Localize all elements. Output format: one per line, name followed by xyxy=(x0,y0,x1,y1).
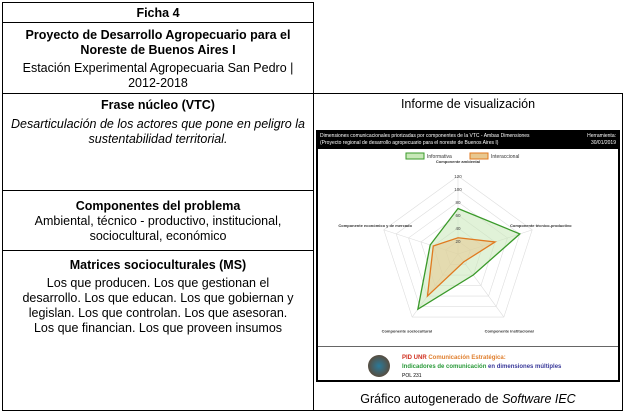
componentes-title: Componentes del problema xyxy=(75,199,241,213)
proyecto-title: Proyecto de Desarrollo Agropecuario para el Noreste de Buenos Aires I xyxy=(25,28,291,57)
logo-dimensiones: en dimensiones múltiples xyxy=(488,364,562,370)
chart-header-line1: Dimensiones comunicacionales priorizadas por componentes de la VTC - Ambas Dimensiones xyxy=(320,133,530,139)
tick-label: 40 xyxy=(455,226,461,231)
informe-caption xyxy=(314,392,622,407)
tick-label: 100 xyxy=(454,187,462,192)
chart-header-date: 30/01/2019 xyxy=(590,140,616,146)
logo-indicadores: Indicadores de comunicación xyxy=(402,364,487,370)
componentes-cell xyxy=(2,190,314,251)
proyecto-cell xyxy=(2,22,314,94)
ficha-title: Ficha 4 xyxy=(2,2,314,23)
caption-software: Software IEC xyxy=(502,392,576,406)
chart-header-tool: Herramienta: xyxy=(587,133,616,139)
matrices-title: Matrices socioculturales (MS) xyxy=(69,258,247,272)
componentes-text: Ambiental, técnico - productivo, institucional, sociocultural, económico xyxy=(34,214,282,243)
logo-comunicacion: Comunicación Estratégica: xyxy=(428,355,506,361)
legend-label: Informativa xyxy=(427,154,452,160)
chart-header-line2: (Proyecto regional de desarrollo agropecuario para el noreste de Buenos Aires I) xyxy=(320,140,499,146)
tick-label: 20 xyxy=(455,239,461,244)
axis-label: Componente económico y de mercado xyxy=(338,223,412,229)
globe-logo-icon xyxy=(368,355,390,377)
frase-title: Frase núcleo (VTC) xyxy=(101,98,215,112)
caption-prefix: Gráfico autogenerado de xyxy=(360,392,503,406)
footer-logo xyxy=(318,346,618,386)
chart-header xyxy=(318,132,618,149)
legend-swatch xyxy=(406,153,424,159)
tick-label: 60 xyxy=(455,213,461,218)
axis-label: Componente ambiental xyxy=(435,158,481,164)
legend-label: Interaccional xyxy=(491,154,520,160)
frase-cell xyxy=(2,93,314,191)
legend-swatch xyxy=(470,153,488,159)
proyecto-subtitle: Estación Experimental Agropecuaria San Pedro | 2012-2018 xyxy=(22,61,294,90)
frase-text: Desarticulación de los actores que pone en peligro la sustentabilidad territorial. xyxy=(11,117,305,146)
axis-label: Componente institucional xyxy=(484,328,534,334)
axis-label: Componente sociocultural xyxy=(381,328,433,334)
matrices-text: Los que producen. Los que gestionan el desarrollo. Los que educan. Los que gobiernan y legislan. Los que controlan. Los que asesoran. Los que financian. Los que proveen insumos xyxy=(22,276,294,335)
informe-title: Informe de visualización xyxy=(400,97,536,111)
logo-pid: PID UNR xyxy=(402,355,427,361)
radar-chart-image xyxy=(316,130,620,382)
tick-label: 120 xyxy=(454,174,462,179)
tick-label: 80 xyxy=(455,200,461,205)
radar-plot xyxy=(318,149,618,341)
matrices-cell xyxy=(2,250,314,411)
axis-label: Componente técnico-productivo xyxy=(510,223,572,229)
logo-pol: POL 231 xyxy=(402,373,422,379)
